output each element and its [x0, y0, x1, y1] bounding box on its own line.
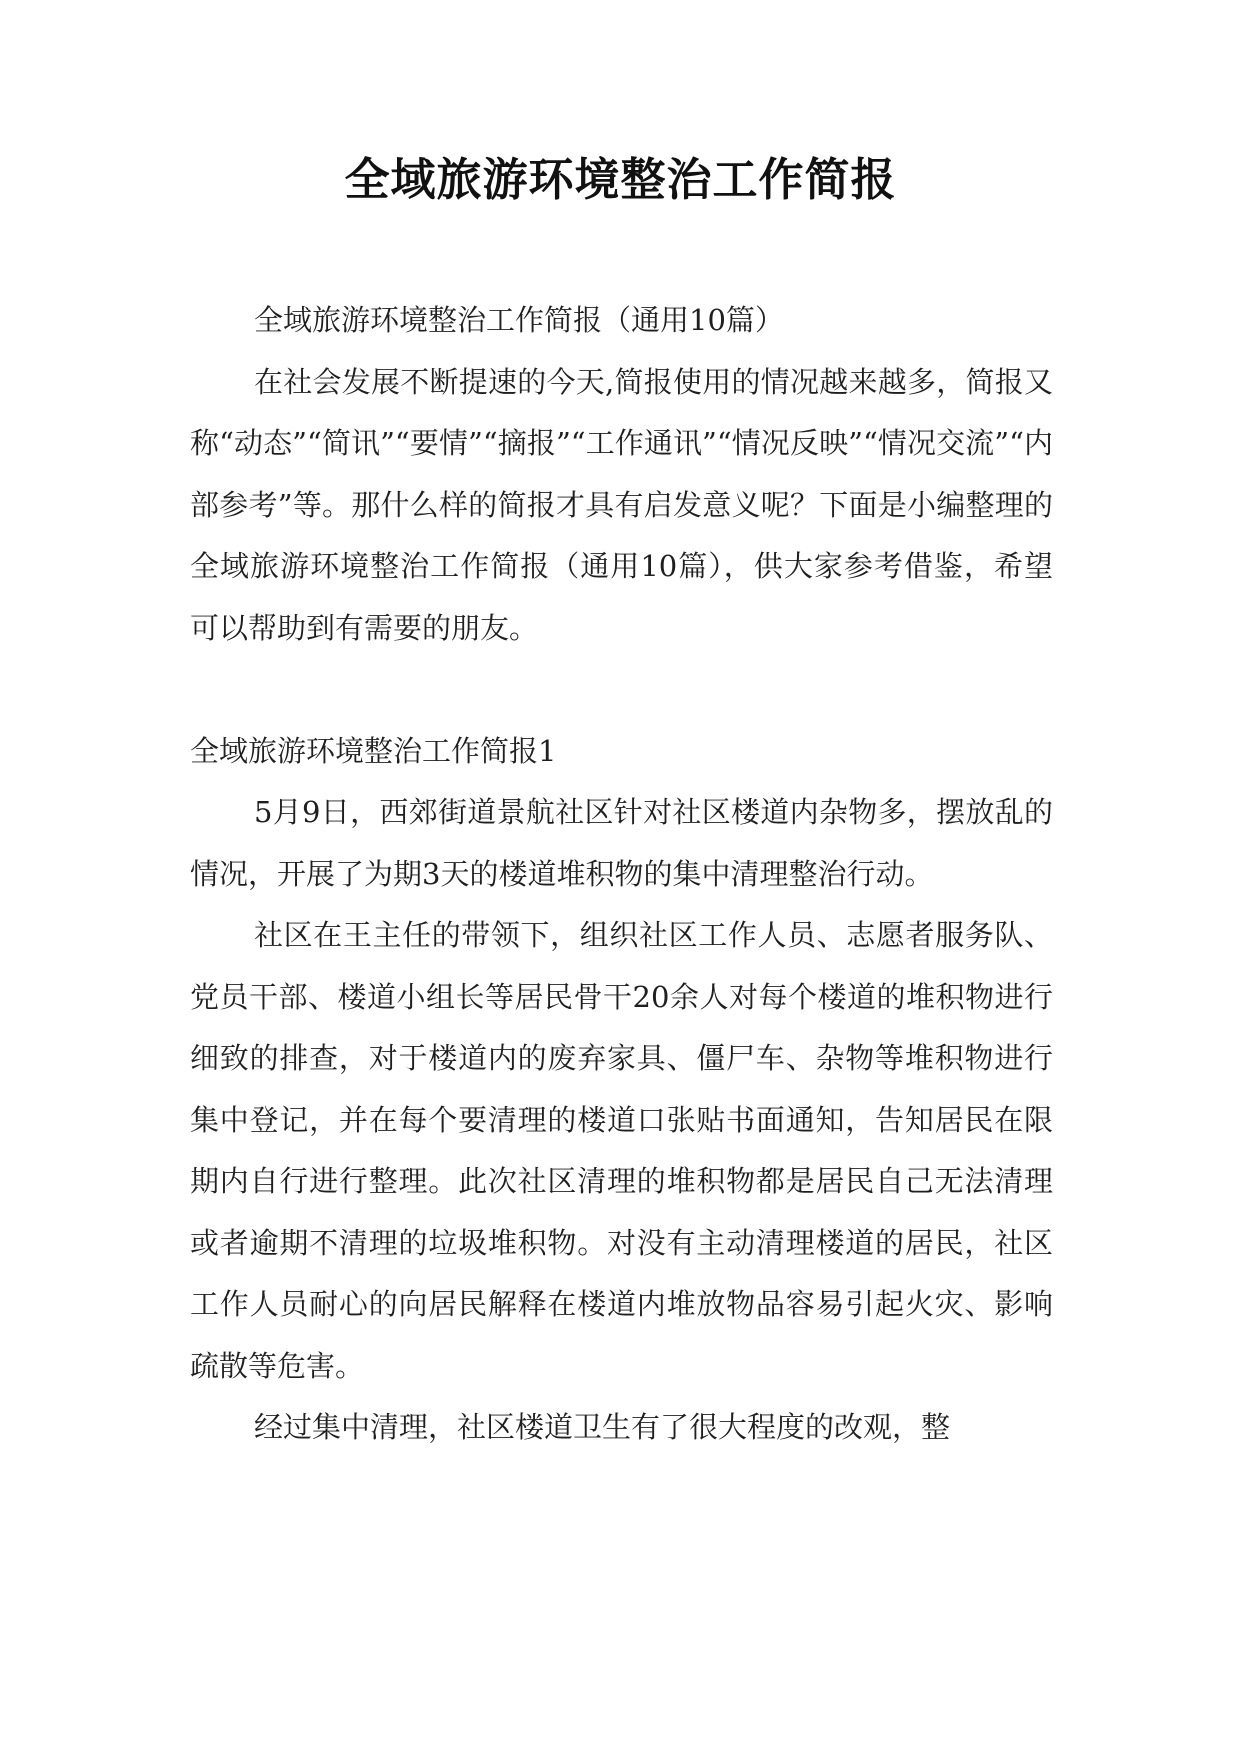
document-body — [190, 290, 1053, 1459]
section-heading: 全域旅游环境整治工作简报1 — [190, 733, 557, 768]
body-paragraph: 社区在王主任的带领下，组织社区工作人员、志愿者服务队、党员干部、楼道小组长等居民骨干20余人对每个楼道的堆积物进行细致的排查，对于楼道内的废弃家具、僵尸车、杂物等堆积物进行集中登记，并在每个要清理的楼道口张贴书面通知，告知居民在限期内自行进行整理。此次社区清理的堆积物都是居民自己无法清理或者逾期不清理的垃圾堆积物。对没有主动清理楼道的居民，社区工作人员耐心的向居民解释在楼道内堆放物品容易引起火灾、影响疏散等危害。 — [190, 918, 1053, 1383]
body-paragraph: 经过集中清理，社区楼道卫生有了很大程度的改观，整 — [254, 1410, 951, 1444]
document-title: 全域旅游环境整治工作简报 — [344, 153, 897, 206]
document-subtitle: 全域旅游环境整治工作简报（通用10篇） — [254, 303, 784, 337]
body-paragraph: 5月9日，西郊街道景航社区针对社区楼道内杂物多，摆放乱的情况，开展了为期3天的楼道堆积物的集中清理整治行动。 — [190, 795, 1053, 891]
section-spacer — [190, 659, 1053, 721]
intro-paragraph: 在社会发展不断提速的今天,简报使用的情况越来越多，简报又称“动态”“简讯”“要情”“摘报”“工作通讯”“情况反映”“情况交流”“内部参考”等。那什么样的简报才具有启发意义呢？下面是小编整理的全域旅游环境整治工作简报（通用10篇），供大家参考借鉴，希望可以帮助到有需要的朋友。 — [190, 364, 1053, 645]
